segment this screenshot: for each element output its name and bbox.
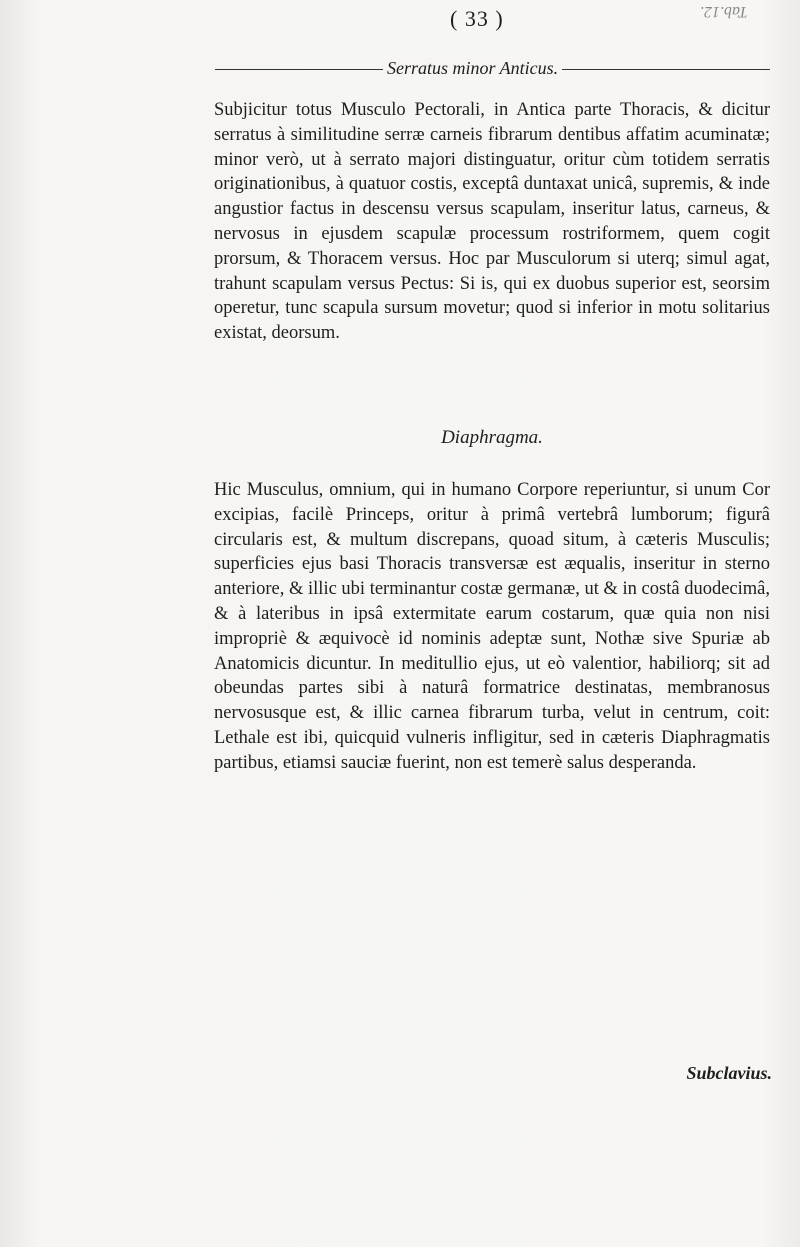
paragraph-diaphragma-text: Hic Musculus, omnium, qui in humano Corpore reperiuntur, si unum Cor excipias, facilè Princeps, oritur à primâ vertebrâ lumborum; figurâ circularis est, & multum discrepans, quoad situm, à cæteris Musculis; superficies ejus basi Thoracis transversæ est æqualis, inseritur in sterno anteriore, & illic ubi terminantur costæ germanæ, ut & in costâ duodecimâ, & à lateribus in ipsâ extermitate earum costarum, quæ quia non nisi impropriè & æquivocè id nominis adeptæ sunt, Nothæ sive Spuriæ ab Anatomicis dicuntur. In meditullio ejus, ut eò valentior, habiliorq; sit ad obeundas partes sibi à naturâ formatrice destinatas, membranosus nervosusque est, & illic carnea fibrarum turba, velut in centrum, coit: Lethale est ibi, quicquid vulneris infligitur, sed in cæteris Diaphragmatis partibus, etiamsi sauciæ fuerint, non est temerè salus desperanda. <box>214 480 770 773</box>
corner-mark: Tab.12. <box>700 3 748 20</box>
running-head-title: Serratus minor Anticus. <box>383 58 562 78</box>
page-number: ( 33 ) <box>450 6 504 31</box>
paragraph-serratus <box>214 98 770 346</box>
page-number-value: 33 <box>464 6 489 31</box>
running-head <box>215 58 770 80</box>
section-title-diaphragma: Diaphragma. <box>441 427 543 448</box>
catchword: Subclavius. <box>686 1063 772 1083</box>
paragraph-serratus-text: Subjicitur totus Musculo Pectorali, in Antica parte Thoracis, & dicitur serratus à similitudine serræ carneis fibrarum dentibus affatim acuminatæ; minor verò, ut à serrato majori distinguatur, oritur cùm totidem serratis originationibus, à quatuor costis, exceptâ duntaxat unicâ, supremis, & inde angustior factus in descensu versus scapulam, inseritur latus, carneus, & nervosus in ejusdem scapulæ processum rostriformem, quem cogit prorsum, & Thoracem versus. Hoc par Musculorum si uterq; simul agat, trahunt scapulam versus Pectus: Si is, qui ex duobus superior est, seorsim operetur, tunc scapula sursum movetur; quod si inferior in motu solitarius existat, deorsum. <box>214 100 770 344</box>
paragraph-diaphragma <box>214 478 770 776</box>
